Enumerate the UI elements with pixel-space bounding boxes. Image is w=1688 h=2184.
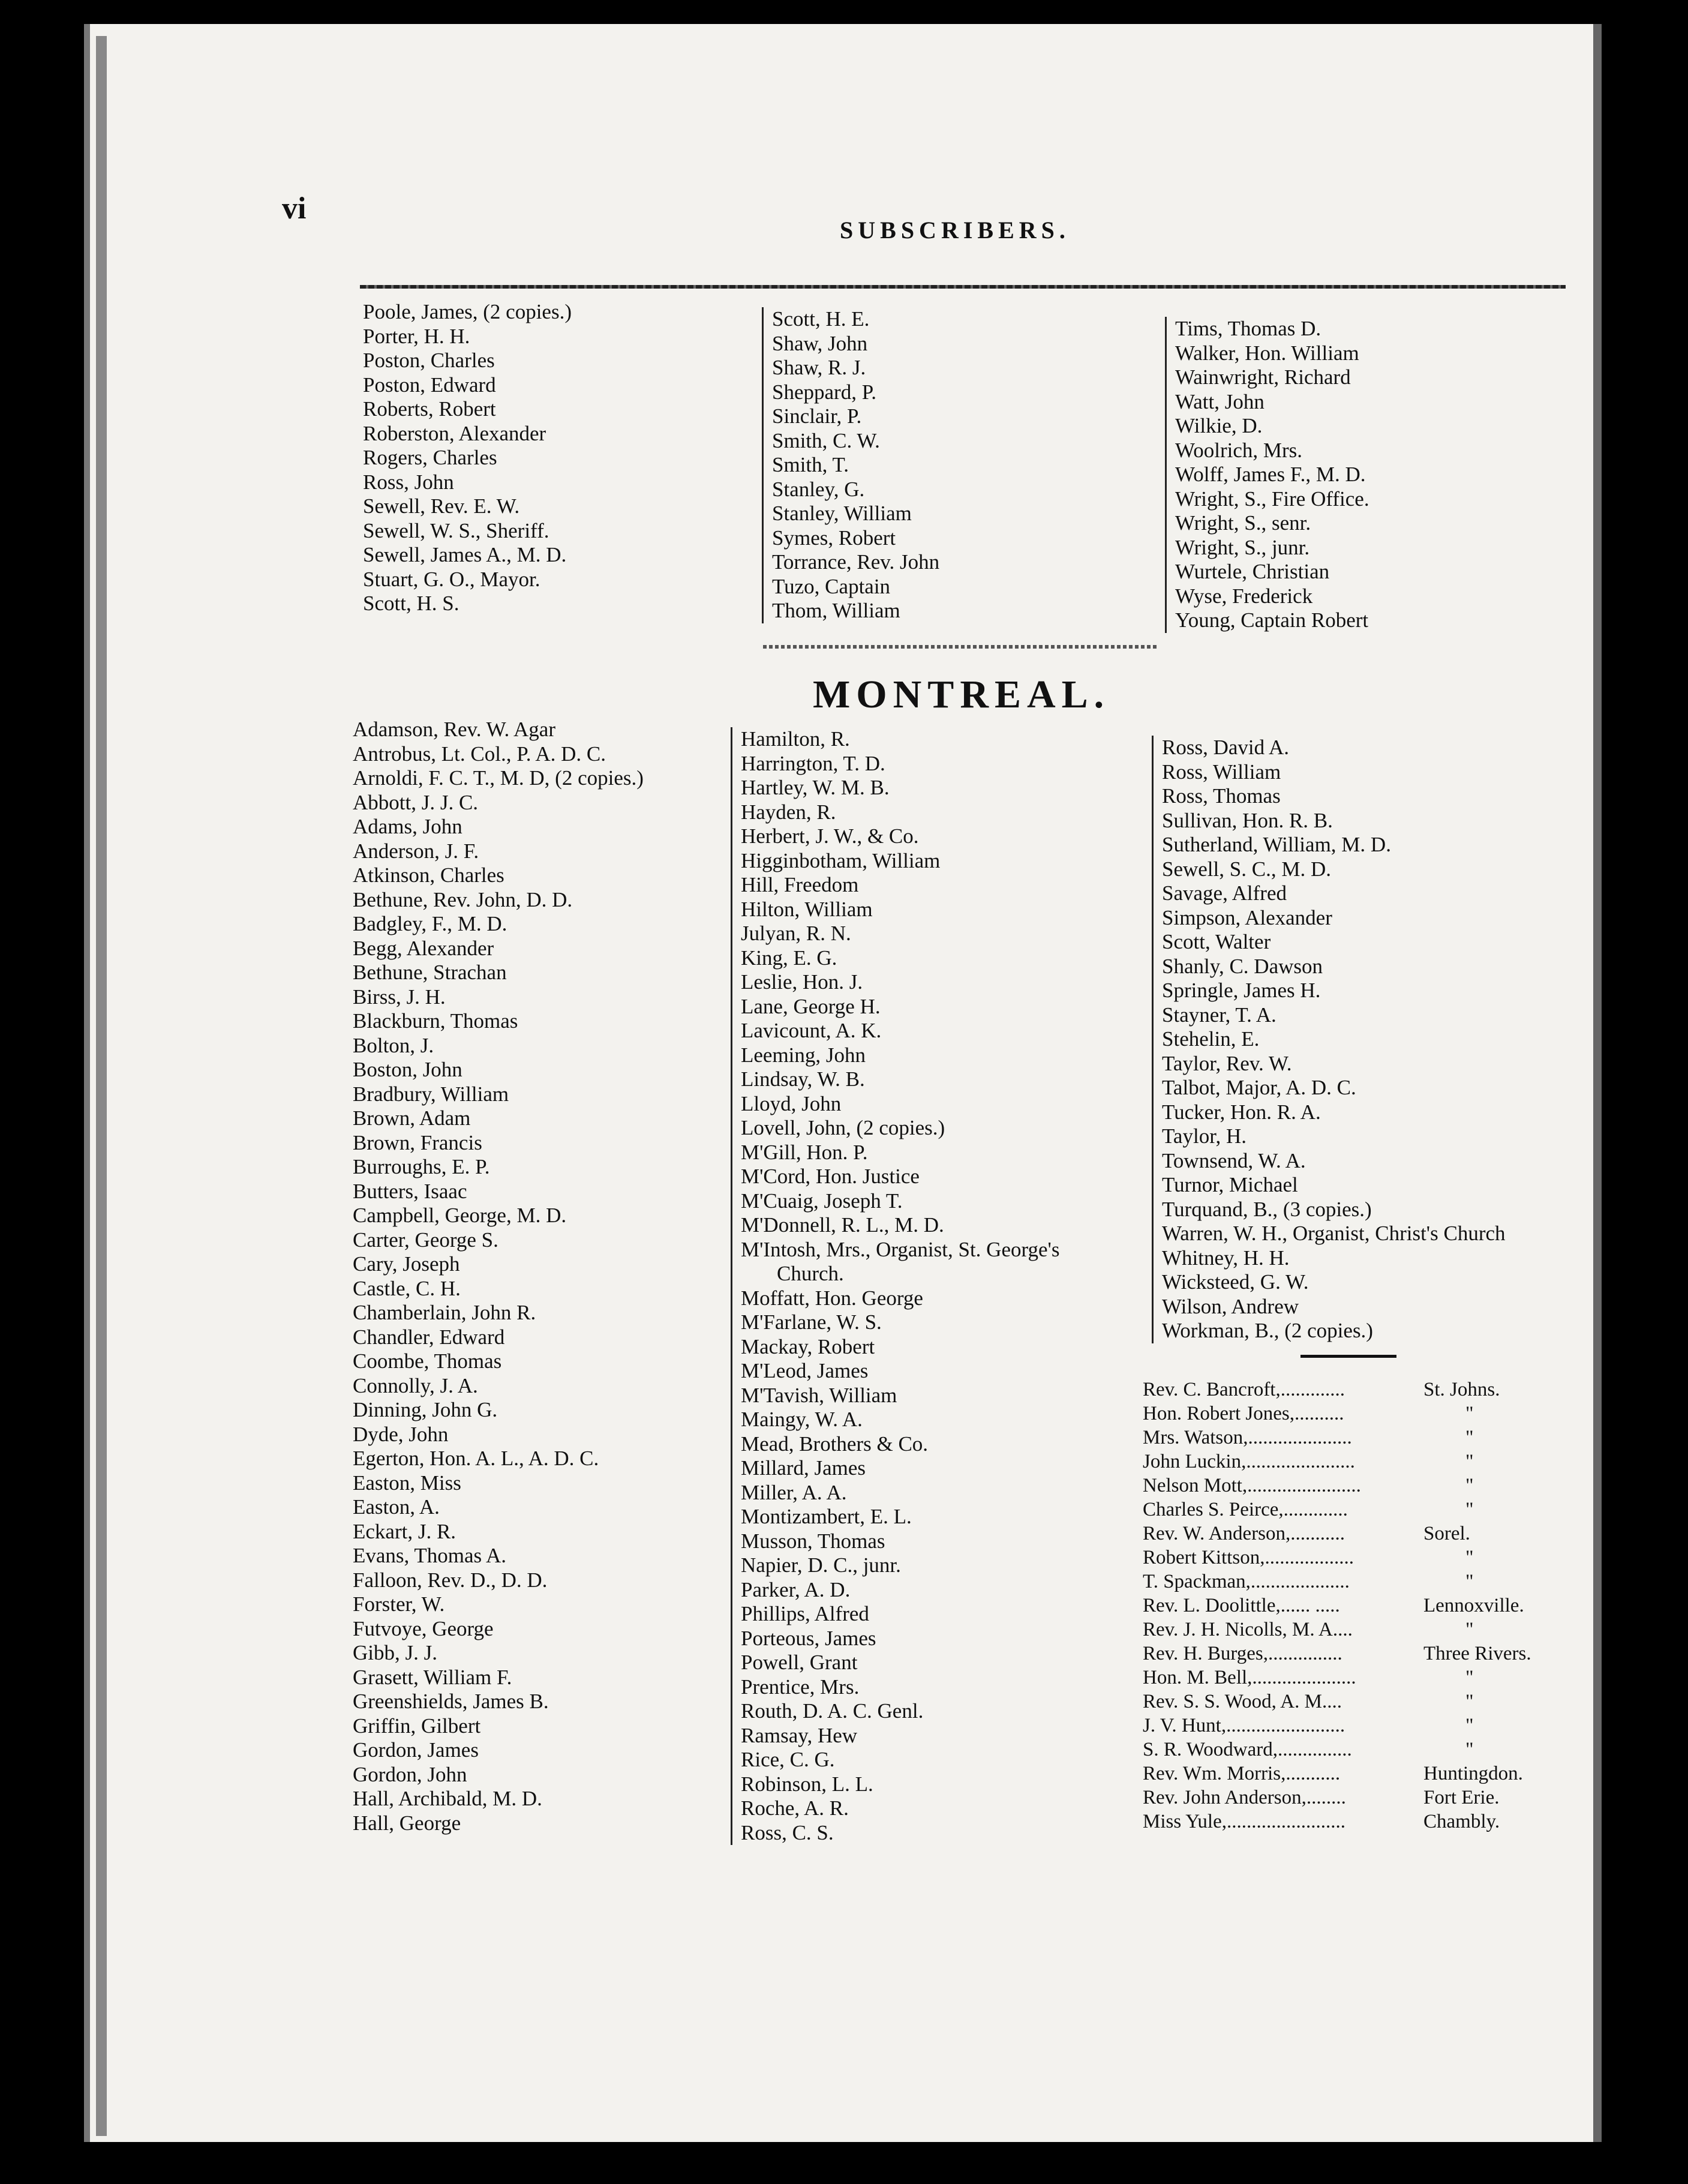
subscriber-entry: Dyde, John <box>353 1422 449 1446</box>
clergy-name: T. Spackman,.................... <box>1143 1571 1350 1592</box>
clergy-entry <box>1143 1738 1551 1762</box>
subscriber-entry: M'Tavish, William <box>741 1383 897 1407</box>
subscriber-entry: Leeming, John <box>741 1043 866 1067</box>
clergy-entry <box>1143 1402 1551 1426</box>
subscriber-entry: Maingy, W. A. <box>741 1408 863 1431</box>
subscriber-entry: Hartley, W. M. B. <box>741 776 890 799</box>
subscriber-entry: Burroughs, E. P. <box>353 1155 490 1178</box>
subscriber-entry: Savage, Alfred <box>1162 881 1287 905</box>
subscriber-entry: Bolton, J. <box>353 1033 434 1057</box>
subscriber-entry: Poole, James, (2 copies.) <box>363 300 572 323</box>
subscriber-entry: Rogers, Charles <box>363 446 497 469</box>
subscriber-entry: Coombe, Thomas <box>353 1349 502 1373</box>
subscriber-entry: Futvoye, George <box>353 1616 494 1640</box>
subscriber-entry: Smith, T. <box>772 453 849 476</box>
clergy-entry <box>1143 1498 1551 1522</box>
subscriber-entry: Church. <box>777 1262 844 1285</box>
clergy-entry <box>1143 1474 1551 1498</box>
subscriber-entry: Gibb, J. J. <box>353 1641 437 1664</box>
subscriber-entry: M'Cord, Hon. Justice <box>741 1165 920 1188</box>
subscriber-entry: Easton, Miss <box>353 1471 461 1495</box>
subscriber-entry: Stanley, William <box>772 502 912 525</box>
subscriber-entry: Routh, D. A. C. Genl. <box>741 1699 924 1723</box>
clergy-place: Chambly. <box>1423 1811 1500 1832</box>
subscriber-entry: Forster, W. <box>353 1592 445 1616</box>
clergy-place: Sorel. <box>1423 1523 1470 1544</box>
clergy-place: St. Johns. <box>1423 1379 1500 1400</box>
subscriber-entry: Anderson, J. F. <box>353 839 479 863</box>
subscriber-entry: Young, Captain Robert <box>1175 608 1369 632</box>
subscriber-entry: Hilton, William <box>741 897 873 921</box>
subscriber-entry: Stayner, T. A. <box>1162 1003 1276 1027</box>
subscriber-entry: Lindsay, W. B. <box>741 1067 865 1091</box>
clergy-place: Huntingdon. <box>1423 1763 1523 1784</box>
subscriber-entry: Shaw, John <box>772 331 868 355</box>
subscriber-entry: Wright, S., Fire Office. <box>1175 487 1369 511</box>
subscriber-entry: Atkinson, Charles <box>353 863 504 887</box>
subscriber-entry: Lane, George H. <box>741 994 881 1018</box>
subscriber-entry: M'Gill, Hon. P. <box>741 1140 868 1164</box>
subscriber-entry: Carter, George S. <box>353 1228 498 1252</box>
subscriber-entry: Taylor, H. <box>1162 1124 1247 1148</box>
clergy-place: " <box>1465 1403 1474 1424</box>
subscriber-entry: Boston, John <box>353 1058 462 1081</box>
subscriber-entry: Sewell, James A., M. D. <box>363 543 567 566</box>
subscriber-entry: Lovell, John, (2 copies.) <box>741 1116 945 1139</box>
subscriber-entry: Greenshields, James B. <box>353 1690 549 1713</box>
clergy-place: " <box>1465 1715 1474 1736</box>
subscriber-entry: Shanly, C. Dawson <box>1162 954 1323 978</box>
clergy-name: Rev. S. S. Wood, A. M.... <box>1143 1691 1342 1712</box>
subscriber-entry: Lavicount, A. K. <box>741 1019 882 1042</box>
subscriber-entry: Egerton, Hon. A. L., A. D. C. <box>353 1447 599 1470</box>
quebec-column-2 <box>762 307 939 623</box>
subscriber-entry: Stanley, G. <box>772 477 865 501</box>
subscriber-entry: M'Donnell, R. L., M. D. <box>741 1213 944 1237</box>
subscriber-entry: Whitney, H. H. <box>1162 1246 1290 1270</box>
clergy-name: Rev. L. Doolittle,...... ..... <box>1143 1595 1340 1616</box>
quebec-column-1 <box>363 300 572 616</box>
clergy-name: Miss Yule,........................ <box>1143 1811 1345 1832</box>
subscriber-entry: Tims, Thomas D. <box>1175 317 1321 340</box>
subscriber-entry: Brown, Adam <box>353 1106 471 1130</box>
clergy-entry <box>1143 1594 1551 1618</box>
subscriber-entry: Herbert, J. W., & Co. <box>741 824 919 848</box>
subscriber-entry: Sullivan, Hon. R. B. <box>1162 808 1333 832</box>
subscriber-entry: Porteous, James <box>741 1626 876 1650</box>
subscriber-entry: Hall, Archibald, M. D. <box>353 1787 542 1810</box>
montreal-column-2 <box>731 727 1059 1845</box>
clergy-entry <box>1143 1618 1551 1642</box>
header-rule <box>360 285 1566 289</box>
subscriber-entry: Tucker, Hon. R. A. <box>1162 1100 1321 1124</box>
subscriber-entry: Ross, C. S. <box>741 1820 834 1844</box>
subscriber-entry: Robinson, L. L. <box>741 1772 873 1796</box>
subscriber-entry: Hill, Freedom <box>741 873 859 896</box>
clergy-name: Charles S. Peirce,............. <box>1143 1499 1348 1520</box>
subscriber-entry: Wyse, Frederick <box>1175 584 1313 608</box>
subscriber-entry: Roche, A. R. <box>741 1796 849 1820</box>
clergy-name: S. R. Woodward,............... <box>1143 1739 1352 1760</box>
subscriber-entry: Millard, James <box>741 1456 866 1480</box>
subscriber-entry: Scott, H. S. <box>363 592 459 615</box>
clergy-name: Rev. W. Anderson,........... <box>1143 1523 1345 1544</box>
clergy-name: Robert Kittson,.................. <box>1143 1547 1354 1568</box>
subscriber-entry: Miller, A. A. <box>741 1480 847 1504</box>
subscriber-entry: Watt, John <box>1175 389 1265 413</box>
subscriber-entry: Wright, S., senr. <box>1175 511 1311 535</box>
clergy-place: " <box>1465 1547 1474 1568</box>
subscriber-entry: Hayden, R. <box>741 800 836 824</box>
subscriber-entry: Talbot, Major, A. D. C. <box>1162 1076 1356 1099</box>
clergy-place: " <box>1465 1451 1474 1472</box>
clergy-place: " <box>1465 1691 1474 1712</box>
subscriber-entry: Wright, S., junr. <box>1175 535 1310 559</box>
subscriber-entry: Chandler, Edward <box>353 1325 505 1349</box>
subscriber-entry: Stehelin, E. <box>1162 1027 1260 1051</box>
subscriber-entry: Shaw, R. J. <box>772 356 866 379</box>
subscriber-entry: Wolff, James F., M. D. <box>1175 463 1366 486</box>
clergy-name: Nelson Mott,....................... <box>1143 1475 1361 1496</box>
clergy-entry <box>1143 1690 1551 1714</box>
subscriber-entry: Hall, George <box>353 1811 461 1835</box>
clergy-place: Lennoxville. <box>1423 1595 1524 1616</box>
clergy-place: " <box>1465 1571 1474 1592</box>
clergy-name: Rev. J. H. Nicolls, M. A.... <box>1143 1619 1353 1640</box>
montreal-column-3 <box>1152 736 1506 1343</box>
subscriber-entry: Butters, Isaac <box>353 1179 467 1203</box>
subscriber-entry: Griffin, Gilbert <box>353 1714 481 1738</box>
short-rule <box>1300 1355 1396 1358</box>
subscriber-entry: Parker, A. D. <box>741 1577 851 1601</box>
subscriber-entry: Musson, Thomas <box>741 1529 885 1553</box>
subscriber-entry: Dinning, John G. <box>353 1398 498 1421</box>
subscriber-entry: Ramsay, Hew <box>741 1723 858 1747</box>
clergy-entry <box>1143 1546 1551 1570</box>
subscriber-entry: Scott, Walter <box>1162 930 1271 953</box>
subscriber-entry: Abbott, J. J. C. <box>353 790 479 814</box>
subscriber-entry: Bethune, Rev. John, D. D. <box>353 887 573 911</box>
subscriber-entry: Roberston, Alexander <box>363 421 546 445</box>
subscriber-entry: Connolly, J. A. <box>353 1373 478 1397</box>
clergy-entry <box>1143 1642 1551 1666</box>
subscriber-entry: Ross, John <box>363 470 454 494</box>
clergy-entry <box>1143 1522 1551 1546</box>
subscriber-entry: Leslie, Hon. J. <box>741 970 863 994</box>
subscriber-entry: Woolrich, Mrs. <box>1175 438 1303 462</box>
subscriber-entry: Evans, Thomas A. <box>353 1544 507 1567</box>
subscriber-entry: Sutherland, William, M. D. <box>1162 833 1391 856</box>
clergy-place: " <box>1465 1667 1474 1688</box>
quebec-column-3 <box>1165 317 1369 633</box>
subscriber-entry: Falloon, Rev. D., D. D. <box>353 1568 548 1592</box>
subscriber-entry: Eckart, J. R. <box>353 1519 456 1543</box>
subscriber-entry: Easton, A. <box>353 1495 440 1519</box>
subscriber-entry: Workman, B., (2 copies.) <box>1162 1319 1373 1342</box>
subscriber-entry: Grasett, William F. <box>353 1665 512 1689</box>
subscriber-entry: Wilkie, D. <box>1175 414 1263 437</box>
subscriber-entry: Rice, C. G. <box>741 1748 835 1771</box>
subscriber-entry: Wicksteed, G. W. <box>1162 1270 1309 1294</box>
clergy-name: Hon. M. Bell,..................... <box>1143 1667 1356 1688</box>
clergy-entry <box>1143 1570 1551 1594</box>
subscriber-entry: M'Intosh, Mrs., Organist, St. George's <box>741 1237 1060 1261</box>
subscriber-entry: Julyan, R. N. <box>741 922 851 945</box>
subscriber-entry: Turnor, Michael <box>1162 1173 1298 1196</box>
subscriber-entry: Townsend, W. A. <box>1162 1148 1306 1172</box>
clergy-entry <box>1143 1666 1551 1690</box>
clergy-entry <box>1143 1714 1551 1738</box>
subscriber-entry: Turquand, B., (3 copies.) <box>1162 1197 1372 1221</box>
subscriber-entry: Simpson, Alexander <box>1162 905 1332 929</box>
subscriber-entry: Campbell, George, M. D. <box>353 1204 567 1227</box>
subscriber-entry: Wainwright, Richard <box>1175 365 1351 389</box>
subscriber-entry: Roberts, Robert <box>363 397 496 421</box>
subscriber-entry: Sheppard, P. <box>772 380 877 404</box>
page-number: vi <box>282 191 307 226</box>
subscriber-entry: Napier, D. C., junr. <box>741 1553 901 1577</box>
subscriber-entry: Gordon, John <box>353 1762 467 1786</box>
subscriber-entry: Taylor, Rev. W. <box>1162 1051 1292 1075</box>
subscriber-entry: Smith, C. W. <box>772 428 880 452</box>
subscriber-entry: Torrance, Rev. John <box>772 550 940 574</box>
subscriber-entry: Montizambert, E. L. <box>741 1505 912 1528</box>
subscriber-entry: Ross, Thomas <box>1162 784 1281 808</box>
clergy-place: " <box>1465 1475 1474 1496</box>
subscriber-entry: Moffatt, Hon. George <box>741 1286 923 1310</box>
subscriber-entry: Warren, W. H., Organist, Christ's Church <box>1162 1222 1506 1245</box>
subscriber-entry: Brown, Francis <box>353 1130 482 1154</box>
subscriber-entry: Prentice, Mrs. <box>741 1675 860 1699</box>
clergy-name: Rev. John Anderson,........ <box>1143 1787 1346 1808</box>
clergy-entry <box>1143 1426 1551 1450</box>
subscriber-entry: Stuart, G. O., Mayor. <box>363 567 540 591</box>
subscriber-entry: Phillips, Alfred <box>741 1602 869 1625</box>
subscriber-entry: Powell, Grant <box>741 1651 858 1674</box>
clergy-place: Three Rivers. <box>1423 1643 1531 1664</box>
subscriber-entry: Ross, David A. <box>1162 736 1289 759</box>
subscriber-entry: Scott, H. E. <box>772 307 870 331</box>
clergy-entry <box>1143 1378 1551 1402</box>
clergy-place: Fort Erie. <box>1423 1787 1500 1808</box>
subscriber-entry: Adamson, Rev. W. Agar <box>353 718 555 741</box>
subscriber-entry: M'Cuaig, Joseph T. <box>741 1189 903 1213</box>
subscriber-entry: Hamilton, R. <box>741 727 850 751</box>
subscriber-entry: Bradbury, William <box>353 1082 509 1106</box>
subscriber-entry: Chamberlain, John R. <box>353 1301 536 1324</box>
subscriber-entry: Bethune, Strachan <box>353 961 507 984</box>
clergy-name: Rev. C. Bancroft,............. <box>1143 1379 1345 1400</box>
subscriber-entry: King, E. G. <box>741 946 837 970</box>
subscriber-entry: Cary, Joseph <box>353 1252 460 1276</box>
clergy-place: " <box>1465 1619 1474 1640</box>
clergy-entry <box>1143 1810 1551 1834</box>
subscriber-entry: Sewell, S. C., M. D. <box>1162 857 1331 881</box>
subscriber-entry: Mackay, Robert <box>741 1334 875 1358</box>
subscriber-entry: Symes, Robert <box>772 526 896 550</box>
subscriber-entry: Birss, J. H. <box>353 985 446 1009</box>
clergy-place: " <box>1465 1739 1474 1760</box>
clergy-entry <box>1143 1786 1551 1810</box>
clergy-name: J. V. Hunt,........................ <box>1143 1715 1345 1736</box>
subscriber-entry: Antrobus, Lt. Col., P. A. D. C. <box>353 742 606 766</box>
clergy-name: Rev. H. Burges,............... <box>1143 1643 1342 1664</box>
clergy-entry <box>1143 1450 1551 1474</box>
clergy-name: John Luckin,...................... <box>1143 1451 1355 1472</box>
clergy-name: Hon. Robert Jones,.......... <box>1143 1403 1344 1424</box>
subscriber-entry: Tuzo, Captain <box>772 574 891 598</box>
subscriber-entry: Wilson, Andrew <box>1162 1294 1299 1318</box>
subscriber-entry: Mead, Brothers & Co. <box>741 1432 929 1456</box>
running-head: SUBSCRIBERS. <box>840 217 1070 244</box>
subscriber-entry: Badgley, F., M. D. <box>353 912 507 935</box>
section-divider <box>763 645 1159 649</box>
subscriber-entry: Ross, William <box>1162 760 1281 784</box>
section-title-montreal: MONTREAL. <box>813 673 1110 716</box>
subscriber-entry: Sewell, Rev. E. W. <box>363 494 520 518</box>
subscriber-entry: M'Farlane, W. S. <box>741 1310 882 1334</box>
subscriber-entry: Wurtele, Christian <box>1175 560 1330 583</box>
subscriber-entry: Castle, C. H. <box>353 1276 461 1300</box>
subscriber-entry: Adams, John <box>353 815 462 838</box>
clergy-place: " <box>1465 1499 1474 1520</box>
subscriber-entry: Sinclair, P. <box>772 404 862 428</box>
subscriber-entry: Arnoldi, F. C. T., M. D, (2 copies.) <box>353 766 644 790</box>
subscriber-entry: Blackburn, Thomas <box>353 1009 518 1033</box>
subscriber-entry: Thom, William <box>772 599 900 622</box>
clergy-entry <box>1143 1762 1551 1786</box>
subscriber-entry: Begg, Alexander <box>353 936 494 960</box>
subscriber-entry: Lloyd, John <box>741 1091 842 1115</box>
subscriber-entry: Poston, Charles <box>363 349 495 372</box>
subscriber-entry: Poston, Edward <box>363 373 496 397</box>
clergy-name: Mrs. Watson,..................... <box>1143 1427 1352 1448</box>
subscriber-entry: M'Leod, James <box>741 1359 869 1382</box>
subscriber-entry: Sewell, W. S., Sheriff. <box>363 518 549 542</box>
book-spine-edge <box>96 36 107 2136</box>
clergy-list <box>1143 1378 1551 1834</box>
subscriber-entry: Springle, James H. <box>1162 979 1321 1002</box>
subscriber-entry: Gordon, James <box>353 1738 479 1762</box>
subscriber-entry: Walker, Hon. William <box>1175 341 1359 365</box>
subscriber-entry: Porter, H. H. <box>363 324 470 348</box>
clergy-name: Rev. Wm. Morris,........... <box>1143 1763 1341 1784</box>
subscriber-entry: Harrington, T. D. <box>741 751 885 775</box>
clergy-place: " <box>1465 1427 1474 1448</box>
montreal-column-1 <box>353 718 644 1835</box>
subscriber-entry: Higginbotham, William <box>741 848 941 872</box>
